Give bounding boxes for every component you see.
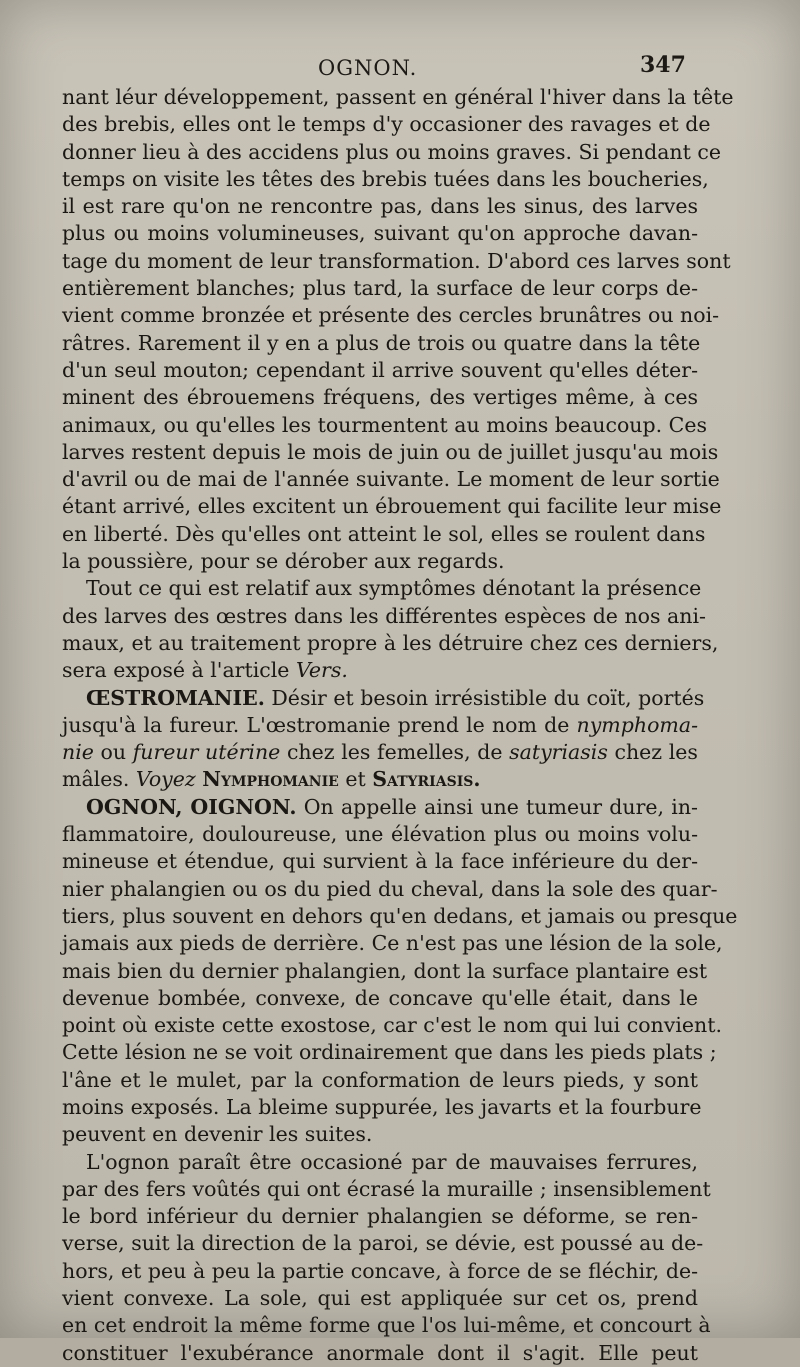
text-line: plus ou moins volumineuses, suivant qu'on approche davan- bbox=[62, 221, 698, 246]
text-line bbox=[62, 739, 698, 766]
text-line: le bord inférieur du dernier phalangien se déforme, se ren- bbox=[62, 1204, 698, 1229]
cross-reference: Nymphomanie bbox=[202, 767, 339, 792]
text-fragment: ou bbox=[100, 740, 127, 765]
text-line: entièrement blanches; plus tard, la surface de leur corps de- bbox=[62, 276, 698, 301]
text-line: étant arrivé, elles excitent un ébrouement qui facilite leur mise bbox=[62, 494, 722, 519]
text-line bbox=[62, 657, 698, 684]
text-line: hors, et peu à peu la partie concave, à force de se fléchir, de- bbox=[62, 1258, 698, 1283]
text-line: peuvent en devenir les suites. bbox=[62, 1122, 373, 1147]
entry-headword: ŒSTROMANIE. bbox=[86, 685, 265, 710]
page-header bbox=[0, 52, 800, 88]
text-line: constituer l'exubérance anormale dont il s'agit. Elle peut bbox=[62, 1340, 698, 1365]
text-fragment: chez les bbox=[614, 740, 698, 765]
text-line: verse, suit la direction de la paroi, se dévie, est poussé au de- bbox=[62, 1231, 704, 1256]
cross-reference: Voyez bbox=[135, 767, 196, 792]
page-number: 347 bbox=[640, 52, 686, 78]
text-line: devenue bombée, convexe, de concave qu'elle était, dans le bbox=[62, 985, 698, 1010]
text-line: par des fers voûtés qui ont écrasé la muraille ; insensiblement bbox=[62, 1176, 711, 1201]
text-fragment: Désir et besoin irrésistible du coït, portés bbox=[271, 685, 705, 710]
text-line: mais bien du dernier phalangien, dont la surface plantaire est bbox=[62, 958, 708, 983]
text-line: flammatoire, douloureuse, une élévation plus ou moins volu- bbox=[62, 822, 698, 847]
cross-reference: Satyriasis. bbox=[372, 767, 481, 792]
text-line: minent des ébrouemens fréquens, des vertiges même, à ces bbox=[62, 385, 698, 410]
text-line: temps on visite les têtes des brebis tuées dans les boucheries, bbox=[62, 166, 709, 191]
term: satyriasis bbox=[509, 740, 608, 765]
text-line: des larves des œstres dans les différentes espèces de nos ani- bbox=[62, 603, 706, 628]
text-line: nier phalangien ou os du pied du cheval, dans la sole des quar- bbox=[62, 876, 718, 901]
term: nymphoma- bbox=[576, 712, 698, 737]
text-line: en liberté. Dès qu'elles ont atteint le sol, elles se roulent dans bbox=[62, 521, 706, 546]
text-line: nant léur développement, passent en général l'hiver dans la tête bbox=[62, 85, 734, 109]
text-line: l'âne et le mulet, par la conformation de leurs pieds, y sont bbox=[62, 1067, 698, 1092]
text-line: râtres. Rarement il y en a plus de trois ou quatre dans la tête bbox=[62, 330, 701, 355]
term: nie bbox=[62, 740, 94, 765]
running-head: OGNON. bbox=[318, 56, 418, 80]
text-line: d'avril ou de mai de l'année suivante. Le moment de leur sortie bbox=[62, 467, 720, 492]
text-line bbox=[62, 712, 698, 739]
text-line: larves restent depuis le mois de juin ou de juillet jusqu'au mois bbox=[62, 439, 719, 464]
text-line: mineuse et étendue, qui survient à la face inférieure du der- bbox=[62, 849, 698, 874]
term: fureur utérine bbox=[132, 740, 281, 765]
text-fragment: On appelle ainsi une tumeur dure, in- bbox=[303, 794, 698, 819]
text-line: tiers, plus souvent en dehors qu'en dedans, et jamais ou presque bbox=[62, 903, 738, 928]
text-fragment: et bbox=[345, 767, 366, 792]
text-line bbox=[62, 766, 698, 793]
text-line: point où existe cette exostose, car c'est le nom qui lui convient. bbox=[62, 1013, 722, 1038]
text-line: maux, et au traitement propre à les détruire chez ces derniers, bbox=[62, 630, 719, 655]
text-line: Tout ce qui est relatif aux symptômes dénotant la présence bbox=[86, 576, 702, 601]
text-line: Cette lésion ne se voit ordinairement que dans les pieds plats ; bbox=[62, 1040, 717, 1065]
text-line: animaux, ou qu'elles les tourmentent au moins beaucoup. Ces bbox=[62, 412, 707, 437]
text-fragment: jusqu'à la fureur. L'œstromanie prend le nom de bbox=[62, 712, 570, 737]
text-line: en cet endroit la même forme que l'os lui-même, et concourt à bbox=[62, 1313, 711, 1338]
entry-headword: OGNON, OIGNON. bbox=[86, 794, 297, 819]
text-line: moins exposés. La bleime suppurée, les javarts et la fourbure bbox=[62, 1094, 702, 1119]
text-line bbox=[62, 794, 698, 821]
text-line: L'ognon paraît être occasioné par de mauvaises ferrures, bbox=[86, 1149, 698, 1174]
text-line: vient convexe. La sole, qui est appliquée sur cet os, prend bbox=[62, 1286, 698, 1311]
text-line bbox=[62, 685, 705, 712]
text-line: vient comme bronzée et présente des cercles brunâtres ou noi- bbox=[62, 303, 720, 328]
text-line: la poussière, pour se dérober aux regards. bbox=[62, 549, 505, 574]
text-line: jamais aux pieds de derrière. Ce n'est pas une lésion de la sole, bbox=[62, 931, 723, 956]
body-text bbox=[62, 84, 738, 1367]
text-line: il est rare qu'on ne rencontre pas, dans les sinus, des larves bbox=[62, 194, 698, 219]
text-fragment: chez les femelles, de bbox=[286, 740, 503, 765]
text-line: tage du moment de leur transformation. D'abord ces larves sont bbox=[62, 248, 731, 273]
text-line: des brebis, elles ont le temps d'y occasioner des ravages et de bbox=[62, 112, 711, 137]
text-line: d'un seul mouton; cependant il arrive souvent qu'elles déter- bbox=[62, 357, 698, 382]
text-fragment: mâles. bbox=[62, 767, 130, 792]
text-line: donner lieu à des accidens plus ou moins graves. Si pendant ce bbox=[62, 139, 722, 164]
cross-reference: Vers. bbox=[295, 658, 348, 683]
text-fragment: sera exposé à l'article bbox=[62, 658, 290, 683]
